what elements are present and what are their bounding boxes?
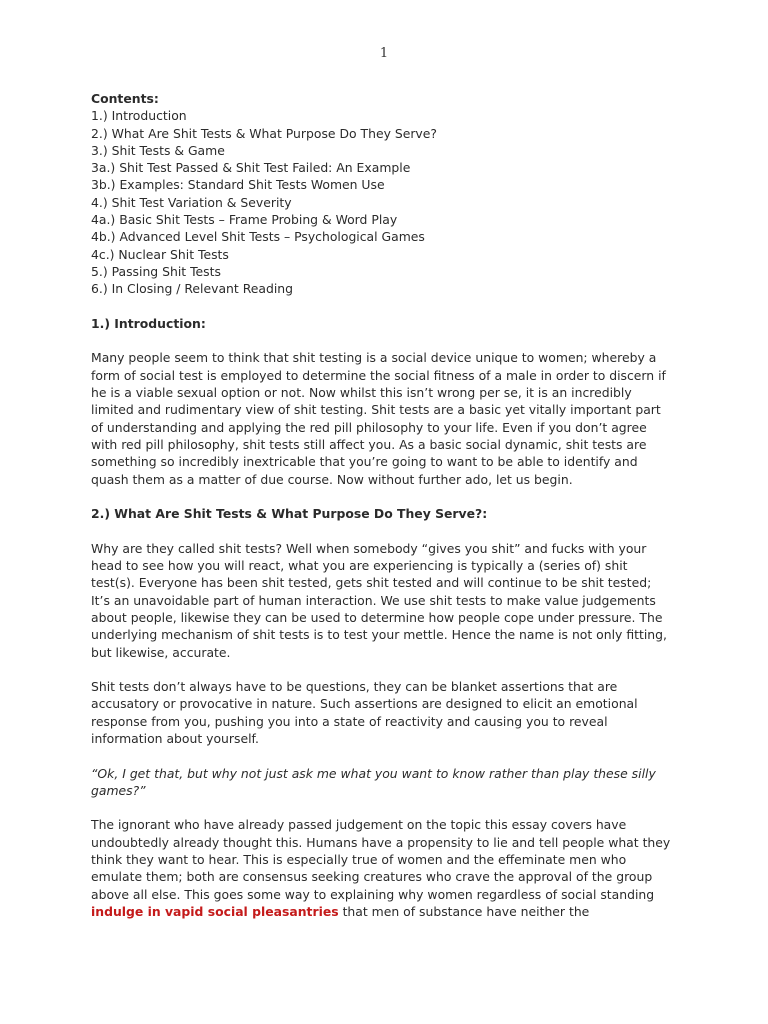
introduction-paragraph: Many people seem to think that shit testing is a social device unique to women; whereby a form of social test is employed to determine the social fitness of a male in order to discern if he is a viable sexual option or not. Now whilst this isn’t wrong per se, it is an incredibly limited and rudimentary view of shit testing. Shit tests are a basic yet vitally important part of understanding and applying the red pill philosophy to your life. Even if you don’t agree with red pill philosophy, shit tests still affect you. As a basic social dynamic, shit tests are something so incredibly inextricable that you’re going to want to be able to identify and quash them as a matter of due course. Now without further ado, let us begin.	[91, 350, 666, 487]
section-heading-introduction: 1.) Introduction:	[91, 315, 206, 331]
body-paragraph: Why are they called shit tests? Well when somebody “gives you shit” and fucks with your head to see how you will react, what you are experiencing is typically a (series of) shit test(s). Everyone has been shit tested, gets shit tested and will continue to be shit tested; It’s an unavoidable part of human interaction. We use shit tests to make value judgements about people, likewise they can be used to determine how people cope under pressure. The underlying mechanism of shit tests is to test your mettle. Hence the name is not only fitting, but likewise, accurate.	[91, 540, 667, 660]
toc-item: 5.) Passing Shit Tests	[91, 263, 221, 279]
page-number: 1	[379, 46, 389, 61]
document-body	[91, 90, 671, 920]
toc-item: 6.) In Closing / Relevant Reading	[91, 281, 293, 297]
quote-paragraph: “Ok, I get that, but why not just ask me what you want to know rather than play these silly games?”	[91, 765, 656, 798]
toc-item: 4.) Shit Test Variation & Severity	[91, 194, 292, 210]
toc-item: 3a.) Shit Test Passed & Shit Test Failed: An Example	[91, 160, 411, 176]
toc-list	[91, 107, 671, 297]
paragraph-text: that men of substance have neither the	[338, 903, 590, 919]
toc-item: 4c.) Nuclear Shit Tests	[91, 246, 229, 262]
toc-item: 4b.) Advanced Level Shit Tests – Psychological Games	[91, 229, 425, 245]
section-heading-what-are-shit-tests: 2.) What Are Shit Tests & What Purpose Do They Serve?:	[91, 506, 488, 522]
table-of-contents	[91, 90, 671, 298]
body-paragraph	[91, 816, 671, 920]
paragraph-text: The ignorant who have already passed judgement on the topic this essay covers have undoubtedly already thought this. Humans have a propensity to lie and tell people what they think they want to hear. This is especially true of women and the effeminate men who emulate them; both are consensus seeking creatures who crave the approval of the group above all else. This goes some way to explaining why women regardless of social standing	[91, 817, 671, 902]
toc-item: 4a.) Basic Shit Tests – Frame Probing & Word Play	[91, 212, 398, 228]
toc-item: 2.) What Are Shit Tests & What Purpose Do They Serve?	[91, 125, 437, 141]
toc-item: 3b.) Examples: Standard Shit Tests Women Use	[91, 177, 385, 193]
body-paragraph: Shit tests don’t always have to be questions, they can be blanket assertions that are accusatory or provocative in nature. Such assertions are designed to elicit an emotional response from you, pushing you into a state of reactivity and causing you to reveal information about yourself.	[91, 679, 638, 746]
toc-item: 1.) Introduction	[91, 108, 187, 124]
highlighted-link[interactable]: indulge in vapid social pleasantries	[91, 903, 339, 919]
toc-item: 3.) Shit Tests & Game	[91, 142, 225, 158]
toc-title: Contents:	[91, 91, 159, 106]
